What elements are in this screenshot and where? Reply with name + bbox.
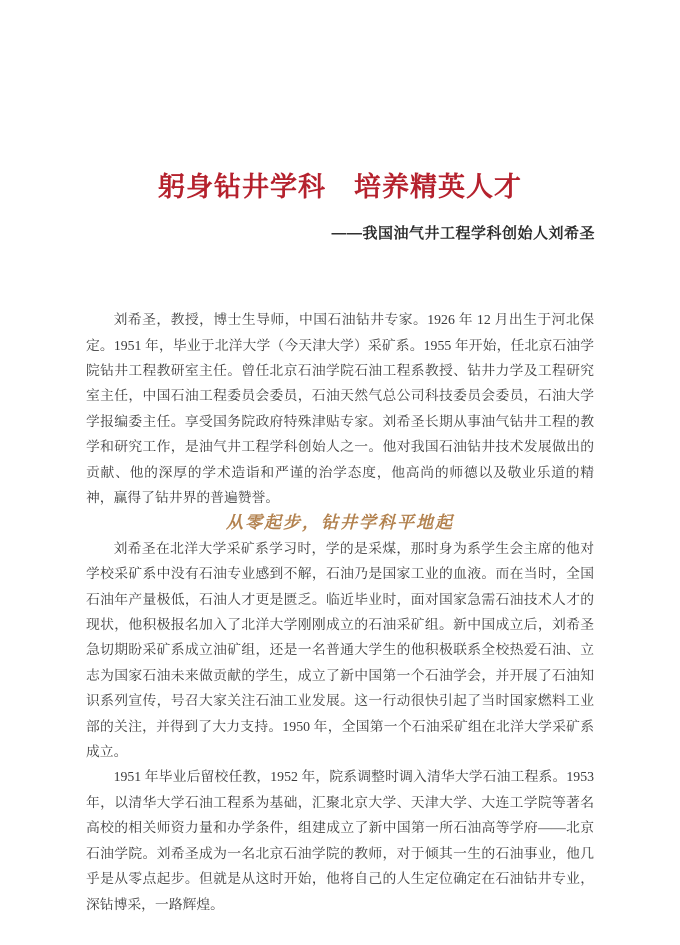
article-title: 躬身钻井学科 培养精英人才 — [158, 172, 522, 203]
section-paragraph-1: 刘希圣在北洋大学采矿系学习时，学的是采煤，那时身为系学生会主席的他对学校采矿系中没有石油专业感到不解，石油乃是国家工业的血液。而在当时，全国石油年产量极低，石油人才更是匮乏。临近毕业时，面对国家急需石油技术人才的现状，他积极报名加入了北洋大学刚刚成立的石油采矿组。新中国成立后，刘希圣急切期盼采矿系成立油矿组，还是一名普通大学生的他积极联系全校热爱石油、立志为国家石油未来做贡献的学生，成立了新中国第一个石油学会，并开展了石油知识系列宣传，号召大家关注石油工业发展。这一行动很快引起了当时国家燃料工业部的关注，并得到了大力支持。1950 年，全国第一个石油采矿组在北洋大学采矿系成立。 — [86, 540, 594, 760]
article-subtitle: ——我国油气井工程学科创始人刘希圣 — [331, 225, 595, 243]
section-paragraph-2: 1951 年毕业后留校任教，1952 年，院系调整时调入清华大学石油工程系。1953 年，以清华大学石油工程系为基础，汇聚北京大学、天津大学、大连工学院等著名高校的相关师资力量和办学条件，组建成立了新中国第一所石油高等学府——北京石油学院。刘希圣成为一名北京石油学院的教师，对于倾其一生的石油事业，他几乎是从零点起步。但就是从这时开始，他将自己的人生定位确定在石油钻井专业，深钻博采，一路辉煌。 — [86, 769, 594, 912]
section-heading: 从零起步，钻井学科平地起 — [226, 513, 454, 533]
intro-paragraph: 刘希圣，教授，博士生导师，中国石油钻井专家。1926 年 12 月出生于河北保定。1951 年，毕业于北洋大学（今天津大学）采矿系。1955 年开始，任北京石油学院钻井工程教研室主任。曾任北京石油学院石油工程系教授、钻井力学及工程研究室主任，中国石油工程委员会委员，石油天然气总公司科技委员会委员，石油大学学报编委主任。享受国务院政府特殊津贴专家。刘希圣长期从事油气钻井工程的教学和研究工作，是油气井工程学科创始人之一。他对我国石油钻井技术发展做出的贡献、他的深厚的学术造诣和严谨的治学态度，他高尚的师德以及敬业乐道的精神，赢得了钻井界的普遍赞誉。 — [86, 312, 594, 505]
article-body — [86, 307, 594, 917]
